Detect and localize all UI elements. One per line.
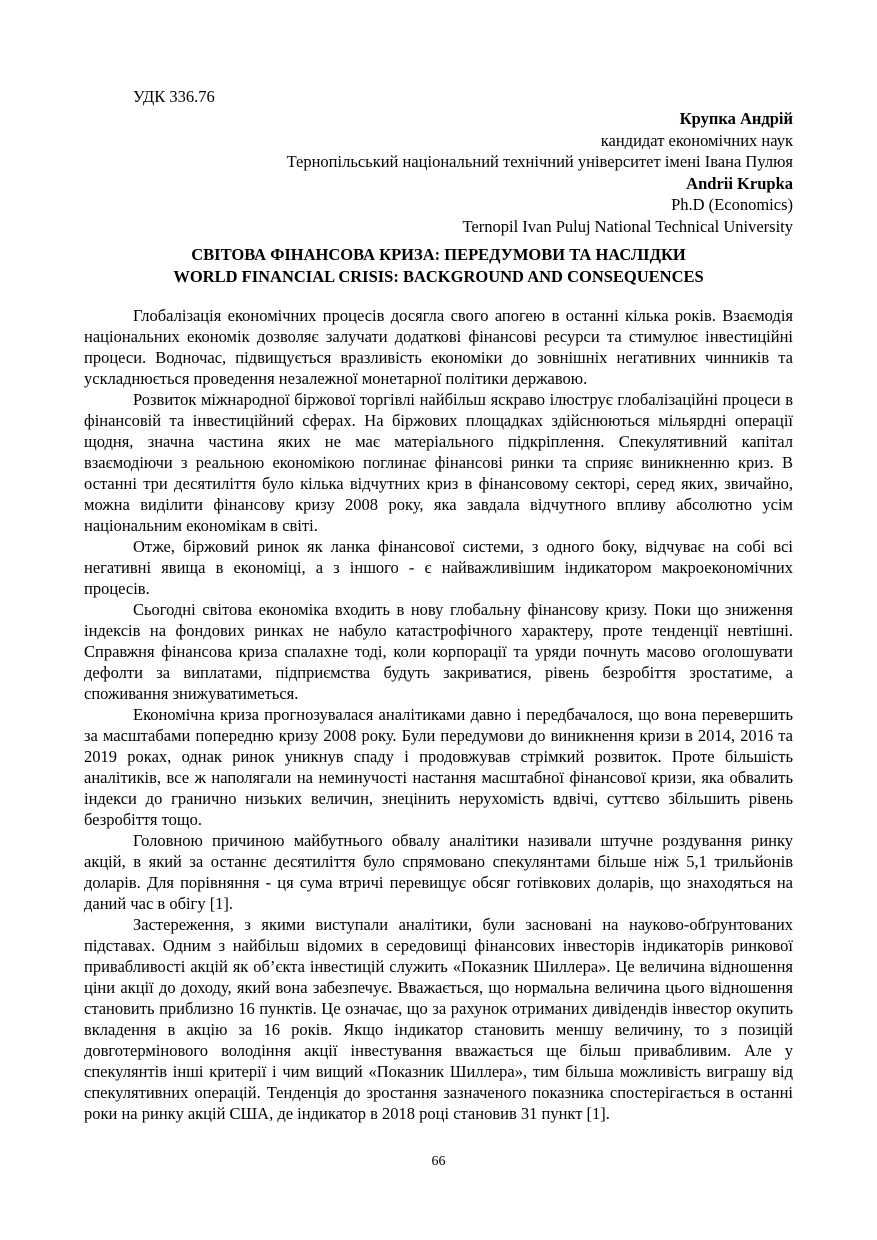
author-affiliation-en: Ternopil Ivan Puluj National Technical University: [462, 216, 793, 236]
paragraph: Розвиток міжнародної біржової торгівлі найбільш яскраво ілюструє глобалізаційні процеси в фінансовій та інвестиційний сферах. На біржових площадках здійснюються мільярдні операції щодня, значна частина яких не має матеріального підкріплення. Спекулятивний капітал взаємодіючи з реальною економікою поглинає фінансові ринки та сприяє виникненню криз. В останні три десятиліття було кілька відчутних криз в фінансовому секторі, серед яких, звичайно, можна виділити фінансову кризу 2008 року, яка завдала відчутного впливу абсолютно усім національним економікам в світі.: [84, 390, 793, 535]
author-degree-en: Ph.D (Economics): [671, 195, 793, 214]
paragraph: Економічна криза прогнозувалася аналітиками давно і передбачалося, що вона перевершить за масштабами попередню кризу 2008 року. Були передумови до виникнення кризи в 2014, 2016 та 2019 роках, однак ринок уникнув спаду і продовжував стрімкий розвиток. Проте більшість аналітиків, все ж наполягали на неминучості настання масштабної фінансової кризи, яка обвалить індекси до гранично низьких величин, знецінить нерухомість вдвічі, суттєво збільшить рівень безробіття тощо.: [84, 705, 793, 829]
title-en: WORLD FINANCIAL CRISIS: BACKGROUND AND CONSEQUENCES: [173, 266, 704, 286]
page-number: 66: [431, 1154, 446, 1169]
title-block: [84, 244, 793, 287]
paragraph: Головною причиною майбутнього обвалу аналітики називали штучне роздування ринку акцій, в який за останнє десятиліття було спрямовано спекулянтами більше ніж 5,1 трильйонів доларів. Для порівняння - ця сума втричі перевищує обсяг готівкових доларів, що знаходяться на даний час в обігу [1].: [84, 831, 793, 913]
article-body: [84, 305, 793, 1124]
author-affiliation-ua: Тернопільський національний технічний університет імені Івана Пулюя: [286, 152, 793, 171]
author-name-en: Andrii Krupka: [686, 173, 793, 193]
paragraph: Застереження, з якими виступали аналітики, були засновані на науково-обґрунтованих підставах. Одним з найбільш відомих в середовищі фінансових інвесторів індикаторів ринкової привабливості акцій як об’єкта інвестицій служить «Показник Шиллера». Це величина відношення ціни акції до доходу, який вона забезпечує. Вважається, що нормальна величина цього відношення становить приблизно 16 пунктів. Це означає, що за рахунок отриманих дивідендів інвестор окупить вкладення в акцію за 16 років. Якщо індикатор становить меншу величину, то з позицій довготермінового володіння акції інвестування вважається ще більш привабливим. Але у спекулянтів інші критерії і чим вищий «Показник Шиллера», тим більша можливість виграшу від спекулятивних операцій. Тенденція до зростання зазначеного показника спостерігається в останні роки на ринку акцій США, де індикатор в 2018 році становив 31 пункт [1].: [84, 915, 793, 1123]
paragraph: Отже, біржовий ринок як ланка фінансової системи, з одного боку, відчуває на собі всі негативні явища в економіці, а з іншого - є найважливішим індикатором макроекономічних процесів.: [84, 537, 793, 598]
author-block: [287, 108, 793, 237]
author-name-ua: Крупка Андрій: [679, 109, 793, 128]
udk-code: УДК 336.76: [133, 87, 215, 106]
author-degree-ua: кандидат економічних наук: [600, 130, 793, 150]
title-ua: СВІТОВА ФІНАНСОВА КРИЗА: ПЕРЕДУМОВИ ТА НАСЛІДКИ: [191, 245, 686, 264]
paragraph: Глобалізація економічних процесів досягла свого апогею в останні кілька років. Взаємодія національних економік дозволяє залучати додаткові фінансові ресурси та стимулює інвестиційні процеси. Водночас, підвищується вразливість економіки до зовнішніх негативних чинників та ускладнюється проведення незалежної монетарної політики державою.: [84, 306, 793, 388]
paragraph: Сьогодні світова економіка входить в нову глобальну фінансову кризу. Поки що зниження індексів на фондових ринках не набуло катастрофічного характеру, проте тенденції невтішні. Справжня фінансова криза спалахне тоді, коли корпорації та уряди почнуть масово оголошувати дефолти за виплатами, підприємства будуть закриватися, рівень безробіття зростатиме, а споживання знижуватиметься.: [84, 600, 793, 703]
